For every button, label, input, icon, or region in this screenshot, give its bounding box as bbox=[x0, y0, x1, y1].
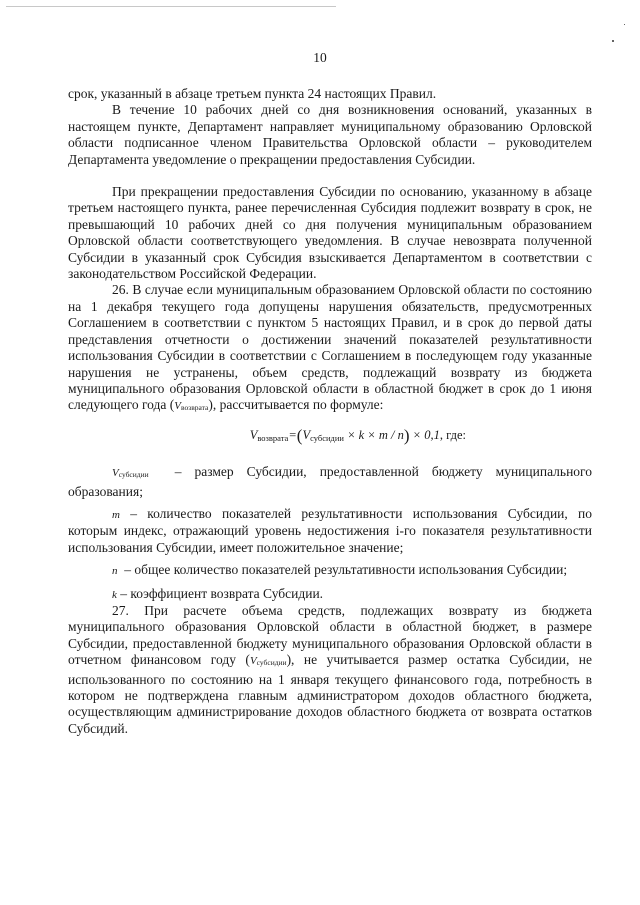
definition-n: n – общее количество показателей результативности использования Субсидии; bbox=[112, 562, 568, 578]
formula-block bbox=[68, 427, 592, 446]
definition-k: k – коэффициент возврата Субсидии. bbox=[112, 585, 324, 601]
definition-m: m – количество показателей результативности использования Субсидии, по которым индекс, отражающий уровень недостижения i-го показателя результативности использования Субсидии, имеет положительное значение; bbox=[68, 505, 593, 555]
var-v-vozvrata: Vвозврата bbox=[174, 400, 209, 413]
var-v-subsidii: Vсубсидии bbox=[249, 655, 287, 668]
page-number: 10 bbox=[313, 50, 327, 65]
paragraph: срок, указанный в абзаце третьем пункта 24 настоящих Правил. bbox=[68, 86, 437, 101]
document-body bbox=[68, 86, 592, 737]
scan-speck bbox=[624, 24, 625, 25]
paragraph-26: 26. В случае если муниципальным образованием Орловской области по состоянию на 1 декабря текущего года допущены нарушения обязательств, предусмотренных Соглашением в соответствии с пунктом 5 настоящих Правил, и в срок до первой даты представления отчетности о достижении значений показателей результативности использования Субсидии в соответствии с Соглашением в последующем году указанные нарушения не устранены, объем средств, подлежащий возврату из бюджета муниципального образования Орловской области в областной бюджет в срок до 1 июня следующего года (Vвозврата), рассчитывается по формуле: bbox=[68, 282, 592, 413]
definition-v-subsidii: Vсубсидии – размер Субсидии, предоставленной бюджету муниципального образования; bbox=[68, 464, 592, 499]
scan-artifact-line bbox=[6, 6, 336, 7]
paragraph-27: 27. При расчете объема средств, подлежащих возврату из бюджета муниципального образования Орловской области в областной бюджет, в размере Субсидии, предоставленной бюджету муниципального образования Орловской области в отчетном финансовом году (Vсубсидии), не учитывается размер остатка Субсидии, не использованного по состоянию на 1 января текущего финансового года, потребность в котором не подтверждена главным администратором доходов областного бюджета, осуществляющим администрирование доходов областного бюджета от возврата остатков Субсидий. bbox=[68, 602, 593, 736]
paragraph-text: ), рассчитывается по формуле: bbox=[208, 397, 384, 413]
paragraph: В течение 10 рабочих дней со дня возникновения оснований, указанных в настоящем пункте, Департамент направляет муниципальному образованию Орловской области подписанное членом Правительства Орловской области – руководителем Департамента уведомление о прекращении предоставления Субсидии. bbox=[68, 102, 592, 167]
paragraph-text: 26. В случае если муниципальным образованием Орловской области по состоянию на 1 декабря текущего года допущены нарушения обязательств, предусмотренных Соглашением в соответствии с пунктом 5 настоящих Правил, и в срок до первой даты представления отчетности о достижении значений показателей результативности использования Субсидии в соответствии с Соглашением в последующем году указанные нарушения не устранены, объем средств, подлежащий возврату из бюджета муниципального образования Орловской области в областной бюджет в срок до 1 июня следующего года bbox=[68, 282, 592, 413]
paragraph-gap bbox=[68, 168, 592, 184]
formula-where: , где: bbox=[439, 427, 466, 442]
formula: $V_{возврата}=(V_{субсидии} \times k \times m / n) \times 0,1$ bbox=[249, 425, 440, 445]
paragraph: При прекращении предоставления Субсидии по основанию, указанному в абзаце третьем настоящего пункта, ранее перечисленная Субсидия подлежит возврату в срок, не превышающий 10 рабочих дней со дня получения муниципальным образованием Орловской области соответствующего уведомления. В случае невозврата полученной Субсидии в указанный срок Субсидия взыскивается Департаментом в соответствии с законодательством Российской Федерации. bbox=[68, 184, 592, 282]
scan-speck bbox=[612, 40, 614, 42]
